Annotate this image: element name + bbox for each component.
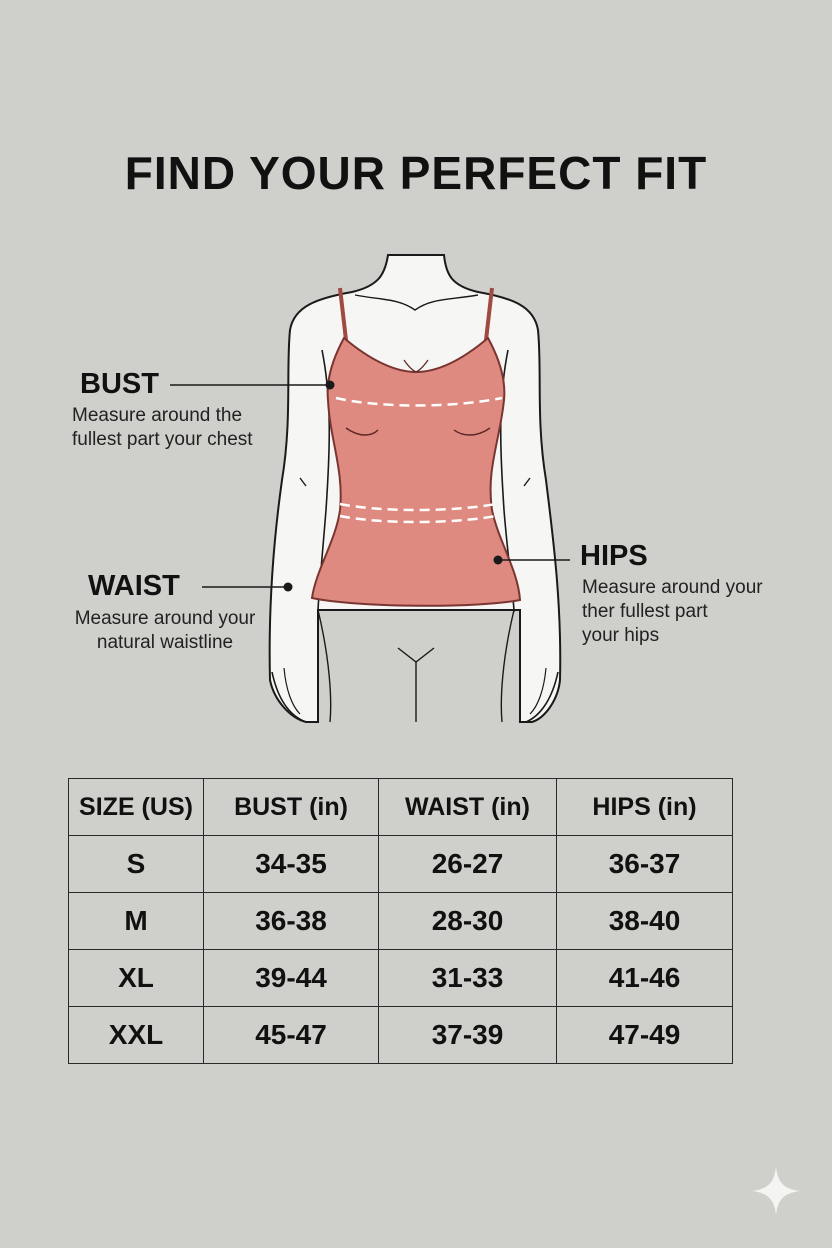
header-waist: WAIST (in) — [379, 779, 557, 836]
cell-waist: 31-33 — [379, 950, 557, 1007]
cell-hips: 36-37 — [557, 836, 733, 893]
header-bust: BUST (in) — [204, 779, 379, 836]
bust-heading: BUST — [80, 368, 159, 400]
cell-hips: 38-40 — [557, 893, 733, 950]
cell-size: M — [69, 893, 204, 950]
cell-waist: 37-39 — [379, 1007, 557, 1064]
header-size: SIZE (US) — [69, 779, 204, 836]
cell-size: S — [69, 836, 204, 893]
cell-hips: 41-46 — [557, 950, 733, 1007]
bust-description: Measure around the fullest part your chest — [72, 405, 253, 450]
cell-bust: 39-44 — [204, 950, 379, 1007]
cell-waist: 26-27 — [379, 836, 557, 893]
waist-description: Measure around your natural waistline — [74, 608, 256, 653]
sparkle-icon — [750, 1165, 802, 1217]
cell-hips: 47-49 — [557, 1007, 733, 1064]
table-row — [69, 836, 733, 893]
cell-bust: 36-38 — [204, 893, 379, 950]
hips-heading: HIPS — [580, 540, 648, 572]
table-row — [69, 893, 733, 950]
table-row — [69, 1007, 733, 1064]
cell-size: XXL — [69, 1007, 204, 1064]
hips-description: Measure around your ther fullest part your hips — [582, 577, 763, 646]
cell-size: XL — [69, 950, 204, 1007]
page-title: FIND YOUR PERFECT FIT — [124, 147, 708, 199]
cell-bust: 45-47 — [204, 1007, 379, 1064]
waist-heading: WAIST — [88, 570, 180, 602]
table-header-row — [69, 779, 733, 836]
size-chart-table — [68, 778, 733, 1064]
table-row — [69, 950, 733, 1007]
header-hips: HIPS (in) — [557, 779, 733, 836]
cell-waist: 28-30 — [379, 893, 557, 950]
cell-bust: 34-35 — [204, 836, 379, 893]
